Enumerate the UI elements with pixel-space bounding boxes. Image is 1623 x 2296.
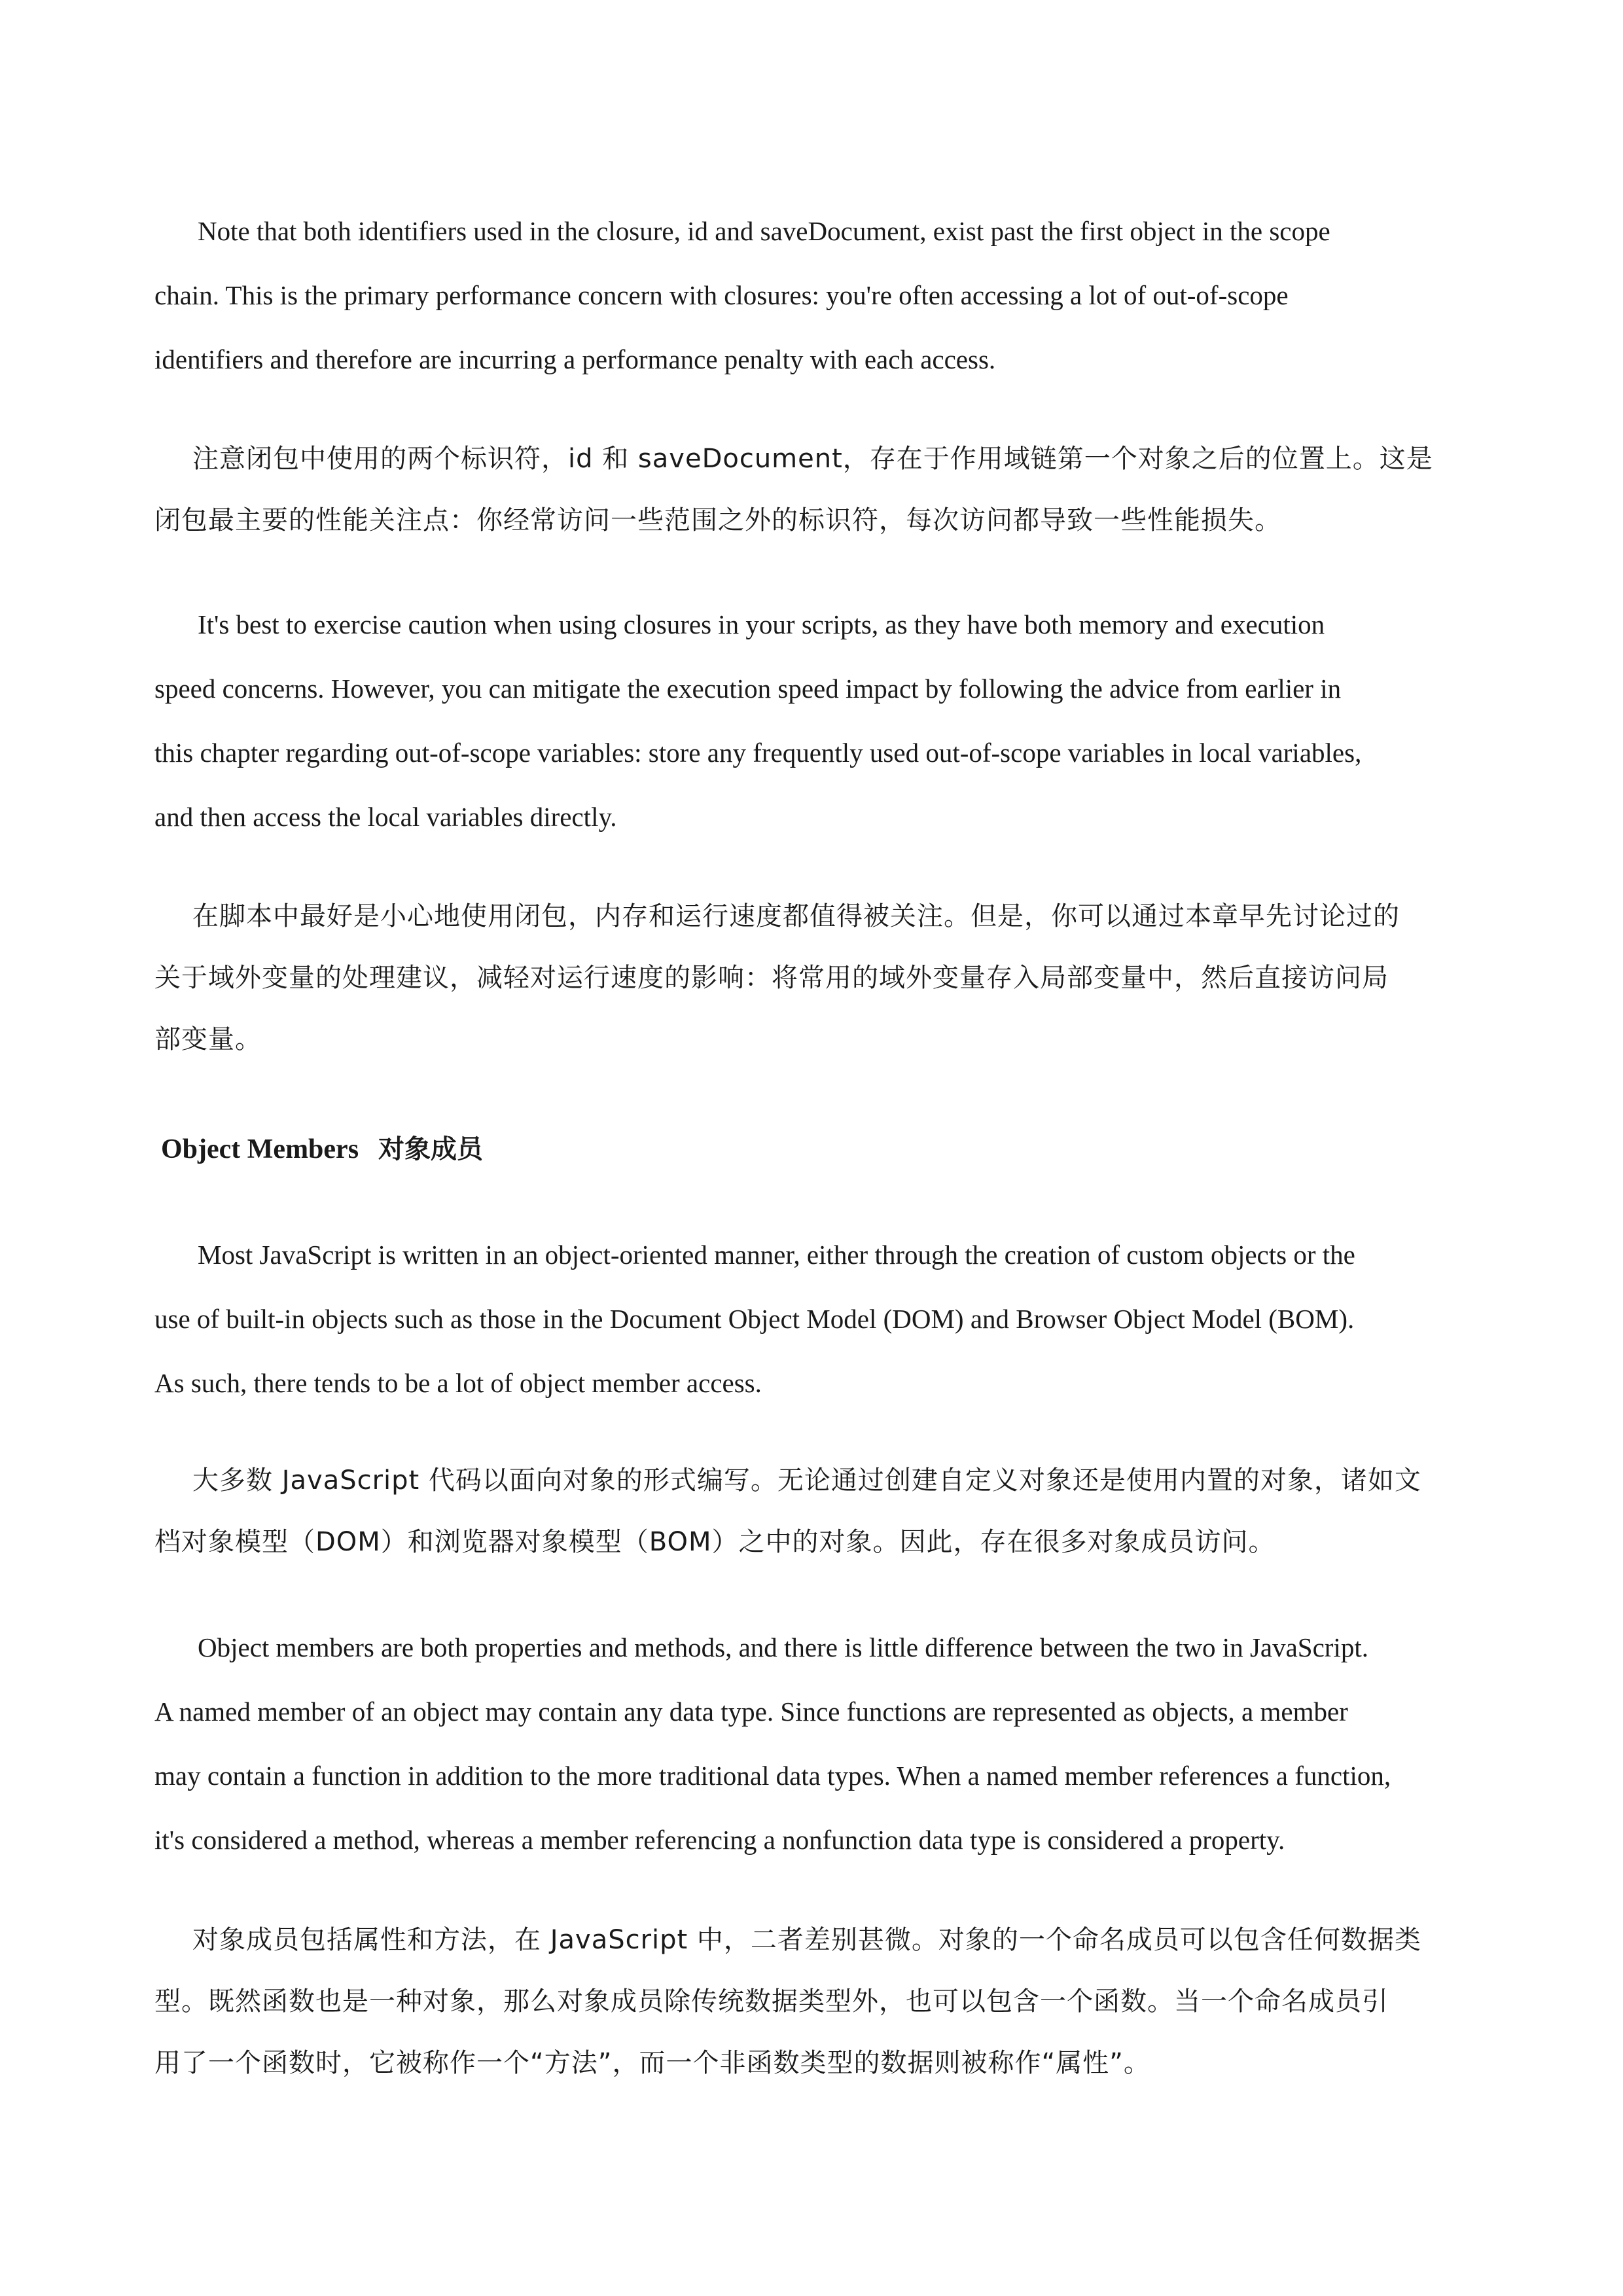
text-line: A named member of an object may contain any data type. Since functions are represented as objects, a member bbox=[154, 1696, 1348, 1727]
text-line: chain. This is the primary performance concern with closures: you're often accessing a lot of out-of-scope bbox=[154, 280, 1289, 310]
text-line: 部变量。 bbox=[154, 1024, 262, 1054]
text-line: and then access the local variables directly. bbox=[154, 802, 617, 832]
section-heading bbox=[161, 1130, 483, 1169]
text-line: As such, there tends to be a lot of object member access. bbox=[154, 1368, 762, 1398]
text-line: may contain a function in addition to the more traditional data types. When a named member references a function, bbox=[154, 1761, 1391, 1791]
paragraph-members-properties-methods-en bbox=[154, 1615, 1483, 1872]
heading-en: Object Members bbox=[161, 1134, 359, 1164]
text-line: it's considered a method, whereas a member referencing a nonfunction data type is considered a property. bbox=[154, 1825, 1285, 1855]
paragraph-closure-identifiers-zh bbox=[154, 428, 1483, 551]
paragraph-members-properties-methods-zh bbox=[154, 1909, 1483, 2094]
text-line: identifiers and therefore are incurring a performance penalty with each access. bbox=[154, 344, 996, 374]
text-line: speed concerns. However, you can mitigate the execution speed impact by following the advice from earlier in bbox=[154, 673, 1342, 704]
paragraph-object-members-intro-en bbox=[154, 1223, 1483, 1415]
text-line: use of built-in objects such as those in the Document Object Model (DOM) and Browser Object Model (BOM). bbox=[154, 1304, 1355, 1334]
text-line: 关于域外变量的处理建议，减轻对运行速度的影响：将常用的域外变量存入局部变量中，然后直接访问局 bbox=[154, 963, 1389, 993]
text-line: 闭包最主要的性能关注点：你经常访问一些范围之外的标识符，每次访问都导致一些性能损失。 bbox=[154, 505, 1281, 535]
text-line: this chapter regarding out-of-scope variables: store any frequently used out-of-scope variables in local variables, bbox=[154, 738, 1362, 768]
paragraph-closure-identifiers-en bbox=[154, 199, 1483, 391]
text-line: 档对象模型（DOM）和浏览器对象模型（BOM）之中的对象。因此，存在很多对象成员访问。 bbox=[154, 1527, 1275, 1557]
text-line: Most JavaScript is written in an object-oriented manner, either through the creation of custom objects or the bbox=[198, 1240, 1355, 1270]
text-line: 在脚本中最好是小心地使用闭包，内存和运行速度都值得被关注。但是，你可以通过本章早先讨论过的 bbox=[192, 901, 1400, 931]
heading-zh: 对象成员 bbox=[378, 1134, 484, 1164]
text-line: 型。既然函数也是一种对象，那么对象成员除传统数据类型外，也可以包含一个函数。当一个命名成员引 bbox=[154, 1986, 1389, 2017]
paragraph-object-members-intro-zh bbox=[154, 1450, 1483, 1573]
text-line: It's best to exercise caution when using closures in your scripts, as they have both memory and execution bbox=[198, 609, 1325, 639]
paragraph-closure-caution-en bbox=[154, 592, 1483, 849]
text-line: 注意闭包中使用的两个标识符，id 和 saveDocument，存在于作用域链第一个对象之后的位置上。这是 bbox=[192, 444, 1433, 474]
text-line: 对象成员包括属性和方法，在 JavaScript 中，二者差别甚微。对象的一个命名成员可以包含任何数据类 bbox=[192, 1925, 1421, 1955]
text-line: 用了一个函数时，它被称作一个“方法”，而一个非函数类型的数据则被称作“属性”。 bbox=[154, 2048, 1150, 2078]
paragraph-closure-caution-zh bbox=[154, 886, 1483, 1070]
text-line: 大多数 JavaScript 代码以面向对象的形式编写。无论通过创建自定义对象还是使用内置的对象，诸如文 bbox=[192, 1465, 1421, 1496]
text-line: Note that both identifiers used in the closure, id and saveDocument, exist past the first object in the scope bbox=[198, 216, 1330, 246]
text-line: Object members are both properties and methods, and there is little difference between the two in JavaScript. bbox=[198, 1632, 1368, 1662]
